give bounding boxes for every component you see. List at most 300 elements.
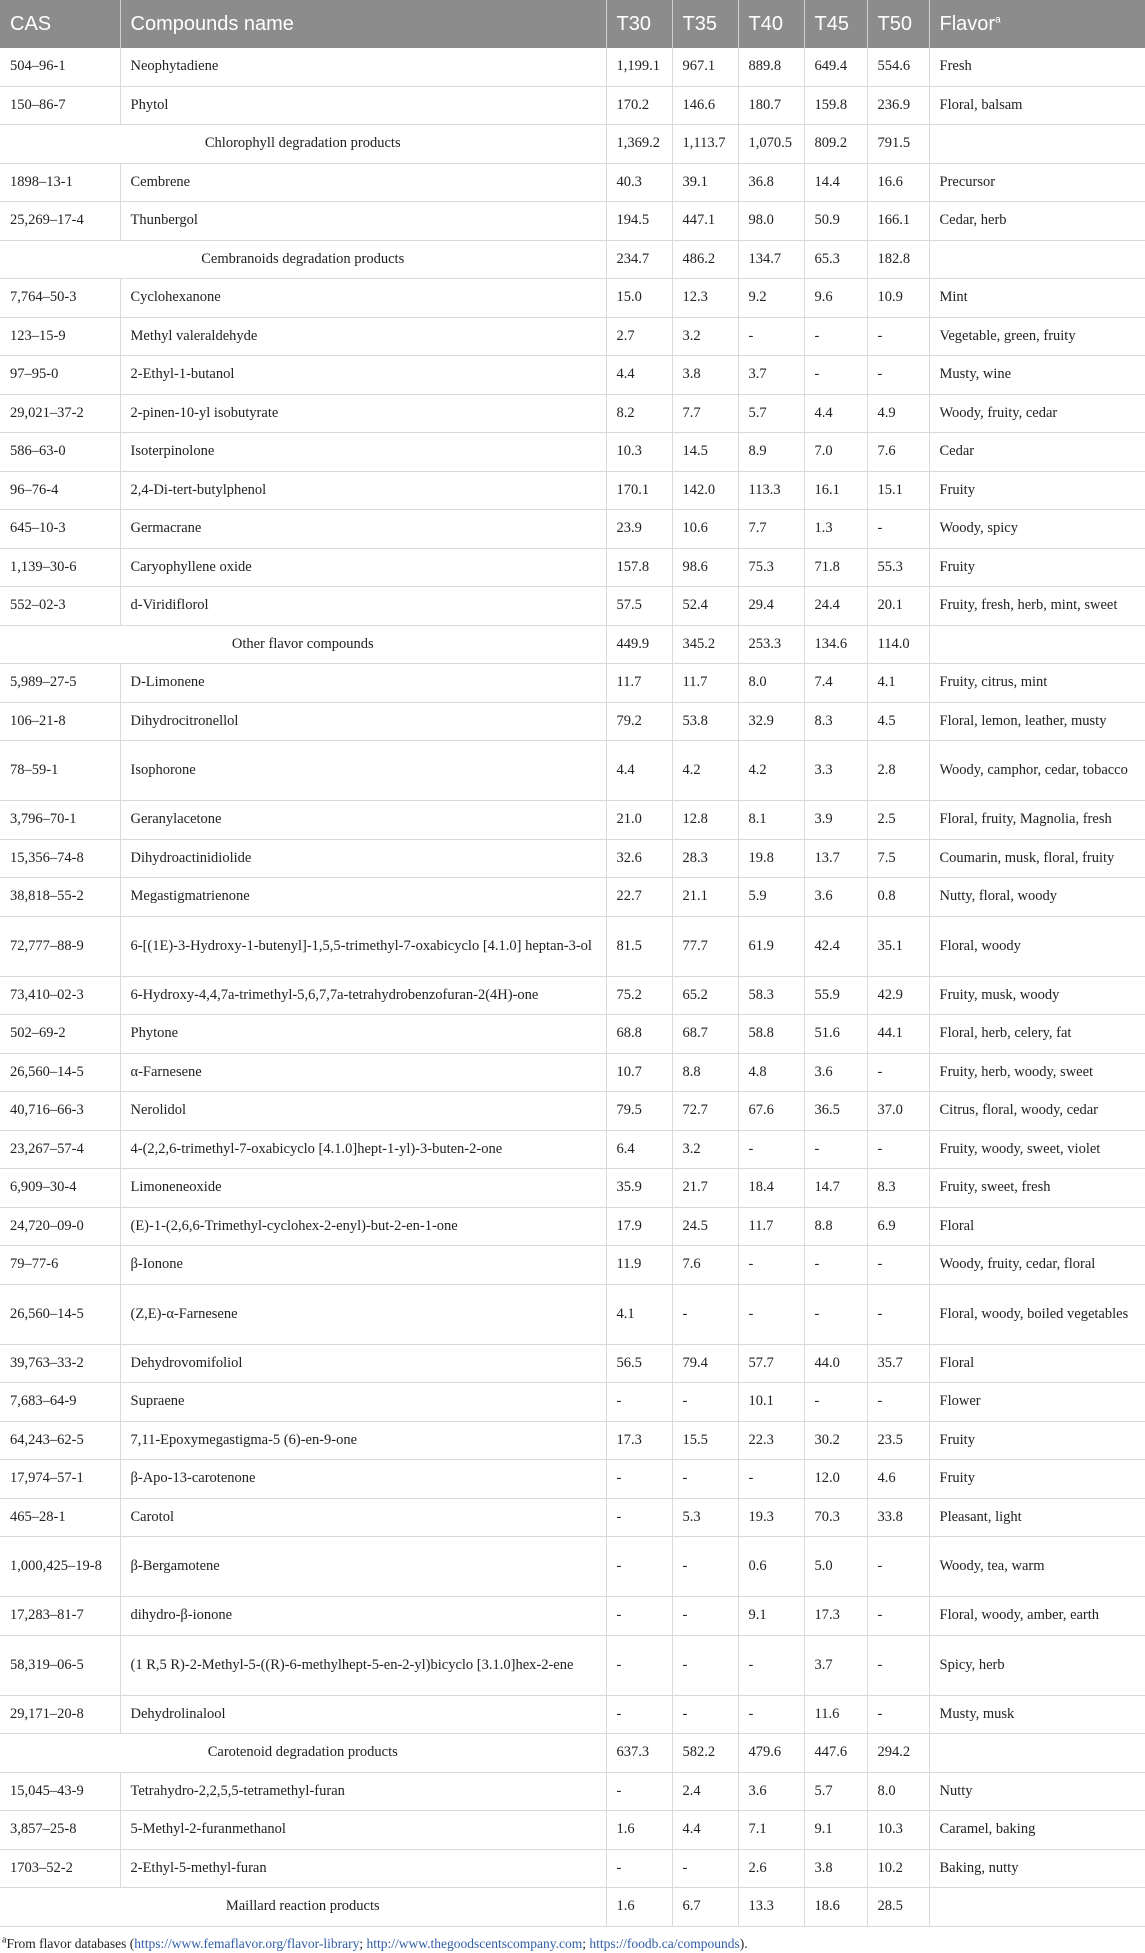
value-t30: 4.4: [606, 741, 672, 801]
table-row: [0, 433, 1145, 472]
value-t30: 56.5: [606, 1344, 672, 1383]
value-t50: 7.6: [867, 433, 929, 472]
footnote-link-foodb[interactable]: https://foodb.ca/compounds: [589, 1935, 740, 1951]
value-t50: 15.1: [867, 471, 929, 510]
value-t35: 2.4: [672, 1772, 738, 1811]
flavor-cell: Floral, lemon, leather, musty: [929, 702, 1145, 741]
value-t30: -: [606, 1498, 672, 1537]
value-t40: 5.7: [738, 394, 804, 433]
cas-cell: 96–76-4: [0, 471, 120, 510]
value-t30: 4.1: [606, 1284, 672, 1344]
value-t50: 236.9: [867, 86, 929, 125]
value-t40: 9.1: [738, 1597, 804, 1636]
value-t40: 8.1: [738, 801, 804, 840]
value-t40: 9.2: [738, 279, 804, 318]
table-row: [0, 587, 1145, 626]
cas-cell: 97–95-0: [0, 356, 120, 395]
value-t45: -: [804, 1383, 867, 1422]
value-t50: -: [867, 317, 929, 356]
value-t40: 22.3: [738, 1421, 804, 1460]
value-t35: 4.4: [672, 1811, 738, 1850]
table-row: [0, 394, 1145, 433]
value-t35: 8.8: [672, 1053, 738, 1092]
value-t40: -: [738, 1695, 804, 1734]
value-t45: 14.4: [804, 163, 867, 202]
value-t30: 40.3: [606, 163, 672, 202]
cas-cell: 25,269–17-4: [0, 202, 120, 241]
summary-label: Carotenoid degradation products: [0, 1734, 606, 1773]
cas-cell: 123–15-9: [0, 317, 120, 356]
flavor-cell: Floral: [929, 1207, 1145, 1246]
table-row: [0, 916, 1145, 976]
flavor-cell: Floral, fruity, Magnolia, fresh: [929, 801, 1145, 840]
value-t50: 55.3: [867, 548, 929, 587]
value-t45: 4.4: [804, 394, 867, 433]
value-t45: 70.3: [804, 1498, 867, 1537]
value-t35: 68.7: [672, 1015, 738, 1054]
table-row: [0, 1811, 1145, 1850]
value-t30: 11.9: [606, 1246, 672, 1285]
footnote-link-femaflavor[interactable]: https://www.femaflavor.org/flavor-library: [134, 1935, 360, 1951]
cas-cell: 72,777–88-9: [0, 916, 120, 976]
value-t50: 0.8: [867, 878, 929, 917]
value-t45: 5.0: [804, 1537, 867, 1597]
value-t45: 649.4: [804, 48, 867, 86]
value-t50: 35.7: [867, 1344, 929, 1383]
value-t45: 3.8: [804, 1849, 867, 1888]
value-t30: 194.5: [606, 202, 672, 241]
flavor-cell: Flower: [929, 1383, 1145, 1422]
value-t30: 35.9: [606, 1169, 672, 1208]
value-t45: 134.6: [804, 625, 867, 664]
value-t35: 486.2: [672, 240, 738, 279]
value-t30: 57.5: [606, 587, 672, 626]
compound-name-cell: Supraene: [120, 1383, 606, 1422]
value-t50: -: [867, 1130, 929, 1169]
cas-cell: 645–10-3: [0, 510, 120, 549]
value-t40: 7.7: [738, 510, 804, 549]
value-t45: 3.3: [804, 741, 867, 801]
value-t50: 10.9: [867, 279, 929, 318]
value-t50: 8.3: [867, 1169, 929, 1208]
value-t50: -: [867, 356, 929, 395]
value-t45: -: [804, 356, 867, 395]
value-t35: 53.8: [672, 702, 738, 741]
value-t45: 17.3: [804, 1597, 867, 1636]
value-t30: 75.2: [606, 976, 672, 1015]
value-t35: 79.4: [672, 1344, 738, 1383]
value-t40: 3.6: [738, 1772, 804, 1811]
value-t50: -: [867, 1284, 929, 1344]
value-t40: 0.6: [738, 1537, 804, 1597]
value-t40: 19.3: [738, 1498, 804, 1537]
value-t45: 3.9: [804, 801, 867, 840]
cas-cell: 552–02-3: [0, 587, 120, 626]
table-row: [0, 48, 1145, 86]
flavor-cell: Floral, woody: [929, 916, 1145, 976]
value-t30: 1,369.2: [606, 125, 672, 164]
value-t50: 7.5: [867, 839, 929, 878]
value-t40: 4.8: [738, 1053, 804, 1092]
flavor-cell-empty: [929, 125, 1145, 164]
table-row: [0, 471, 1145, 510]
compound-name-cell: 6-[(1E)-3-Hydroxy-1-butenyl]-1,5,5-trimethyl-7-oxabicyclo [4.1.0] heptan-3-ol: [120, 916, 606, 976]
value-t35: 447.1: [672, 202, 738, 241]
flavor-cell: Floral, balsam: [929, 86, 1145, 125]
summary-label: Cembranoids degradation products: [0, 240, 606, 279]
value-t35: 21.7: [672, 1169, 738, 1208]
header-row: [0, 0, 1145, 48]
value-t45: 159.8: [804, 86, 867, 125]
cas-cell: 24,720–09-0: [0, 1207, 120, 1246]
footnote-text-after: ).: [739, 1935, 748, 1951]
value-t45: -: [804, 317, 867, 356]
value-t30: -: [606, 1635, 672, 1695]
compound-name-cell: Methyl valeraldehyde: [120, 317, 606, 356]
value-t40: 58.3: [738, 976, 804, 1015]
table-row: [0, 1421, 1145, 1460]
table-row: [0, 1169, 1145, 1208]
value-t40: 3.7: [738, 356, 804, 395]
compound-name-cell: Thunbergol: [120, 202, 606, 241]
summary-row: [0, 240, 1145, 279]
compound-name-cell: Isophorone: [120, 741, 606, 801]
footnote-marker: a: [2, 1934, 7, 1945]
table-row: [0, 1537, 1145, 1597]
value-t45: 24.4: [804, 587, 867, 626]
value-t50: -: [867, 1695, 929, 1734]
compound-name-cell: Nerolidol: [120, 1092, 606, 1131]
value-t45: -: [804, 1284, 867, 1344]
value-t30: 15.0: [606, 279, 672, 318]
value-t35: 7.6: [672, 1246, 738, 1285]
table-row: [0, 1284, 1145, 1344]
table-row: [0, 1207, 1145, 1246]
value-t40: 58.8: [738, 1015, 804, 1054]
value-t45: 42.4: [804, 916, 867, 976]
value-t35: 967.1: [672, 48, 738, 86]
flavor-cell: Citrus, floral, woody, cedar: [929, 1092, 1145, 1131]
table-row: [0, 548, 1145, 587]
flavor-cell: Vegetable, green, fruity: [929, 317, 1145, 356]
value-t35: 77.7: [672, 916, 738, 976]
value-t30: 17.3: [606, 1421, 672, 1460]
flavor-cell: Fruity, fresh, herb, mint, sweet: [929, 587, 1145, 626]
value-t30: 10.3: [606, 433, 672, 472]
table-row: [0, 1695, 1145, 1734]
value-t45: -: [804, 1246, 867, 1285]
flavor-cell: Fruity, woody, sweet, violet: [929, 1130, 1145, 1169]
table-row: [0, 1383, 1145, 1422]
value-t30: 170.2: [606, 86, 672, 125]
value-t35: 12.8: [672, 801, 738, 840]
value-t45: 9.6: [804, 279, 867, 318]
cas-cell: 3,796–70-1: [0, 801, 120, 840]
cas-cell: 40,716–66-3: [0, 1092, 120, 1131]
value-t30: 157.8: [606, 548, 672, 587]
flavor-cell: Baking, nutty: [929, 1849, 1145, 1888]
value-t35: 3.2: [672, 317, 738, 356]
header-flavor-label: Flavor: [939, 12, 996, 35]
value-t30: 10.7: [606, 1053, 672, 1092]
value-t30: 2.7: [606, 317, 672, 356]
value-t40: 57.7: [738, 1344, 804, 1383]
table-row: [0, 741, 1145, 801]
value-t50: 4.9: [867, 394, 929, 433]
table-row: [0, 279, 1145, 318]
summary-label: Maillard reaction products: [0, 1888, 606, 1927]
value-t30: -: [606, 1597, 672, 1636]
cas-cell: 17,974–57-1: [0, 1460, 120, 1499]
table-row: [0, 163, 1145, 202]
cas-cell: 465–28-1: [0, 1498, 120, 1537]
value-t35: 10.6: [672, 510, 738, 549]
cas-cell: 150–86-7: [0, 86, 120, 125]
compound-name-cell: Dehydrolinalool: [120, 1695, 606, 1734]
compound-name-cell: 5-Methyl-2-furanmethanol: [120, 1811, 606, 1850]
value-t40: 4.2: [738, 741, 804, 801]
flavor-cell: Cedar: [929, 433, 1145, 472]
value-t35: -: [672, 1284, 738, 1344]
footnote-link-goodscents[interactable]: http://www.thegoodscentscompany.com: [366, 1935, 583, 1951]
flavor-cell: Nutty, floral, woody: [929, 878, 1145, 917]
value-t40: 19.8: [738, 839, 804, 878]
value-t45: 18.6: [804, 1888, 867, 1927]
compound-name-cell: β-Apo-13-carotenone: [120, 1460, 606, 1499]
flavor-cell: Woody, fruity, cedar, floral: [929, 1246, 1145, 1285]
value-t50: 4.5: [867, 702, 929, 741]
value-t45: 44.0: [804, 1344, 867, 1383]
value-t35: 142.0: [672, 471, 738, 510]
value-t30: -: [606, 1460, 672, 1499]
value-t30: -: [606, 1849, 672, 1888]
compound-name-cell: Dihydrocitronellol: [120, 702, 606, 741]
value-t45: 16.1: [804, 471, 867, 510]
compound-name-cell: Dehydrovomifoliol: [120, 1344, 606, 1383]
value-t30: 1.6: [606, 1811, 672, 1850]
table-row: [0, 1597, 1145, 1636]
compound-name-cell: 7,11-Epoxymegastigma-5 (6)-en-9-one: [120, 1421, 606, 1460]
value-t40: 18.4: [738, 1169, 804, 1208]
compound-name-cell: Limoneneoxide: [120, 1169, 606, 1208]
compound-name-cell: Tetrahydro-2,2,5,5-tetramethyl-furan: [120, 1772, 606, 1811]
flavor-cell: Fruity: [929, 548, 1145, 587]
value-t40: 36.8: [738, 163, 804, 202]
table-row: [0, 1344, 1145, 1383]
value-t40: 75.3: [738, 548, 804, 587]
flavor-cell-empty: [929, 1888, 1145, 1927]
flavor-cell: Fruity: [929, 1460, 1145, 1499]
value-t35: -: [672, 1460, 738, 1499]
value-t35: 6.7: [672, 1888, 738, 1927]
table-row: [0, 702, 1145, 741]
value-t35: 11.7: [672, 664, 738, 703]
flavor-cell: Nutty: [929, 1772, 1145, 1811]
value-t50: 294.2: [867, 1734, 929, 1773]
header-flavor: [929, 0, 1145, 48]
table-row: [0, 839, 1145, 878]
flavor-cell: Mint: [929, 279, 1145, 318]
value-t50: 16.6: [867, 163, 929, 202]
compound-name-cell: 6-Hydroxy-4,4,7a-trimethyl-5,6,7,7a-tetrahydrobenzofuran-2(4H)-one: [120, 976, 606, 1015]
flavor-cell: Musty, musk: [929, 1695, 1145, 1734]
value-t45: 3.6: [804, 878, 867, 917]
value-t35: -: [672, 1537, 738, 1597]
cas-cell: 502–69-2: [0, 1015, 120, 1054]
cas-cell: 17,283–81-7: [0, 1597, 120, 1636]
value-t45: 55.9: [804, 976, 867, 1015]
compound-name-cell: (Z,E)-α-Farnesene: [120, 1284, 606, 1344]
cas-cell: 1898–13-1: [0, 163, 120, 202]
value-t40: 32.9: [738, 702, 804, 741]
value-t35: 582.2: [672, 1734, 738, 1773]
value-t50: 114.0: [867, 625, 929, 664]
flavor-cell: Fruity, sweet, fresh: [929, 1169, 1145, 1208]
value-t40: 7.1: [738, 1811, 804, 1850]
value-t30: 6.4: [606, 1130, 672, 1169]
value-t50: -: [867, 510, 929, 549]
cas-cell: 26,560–14-5: [0, 1284, 120, 1344]
value-t40: -: [738, 317, 804, 356]
value-t45: -: [804, 1130, 867, 1169]
compound-name-cell: Isoterpinolone: [120, 433, 606, 472]
value-t40: 2.6: [738, 1849, 804, 1888]
cas-cell: 1,139–30-6: [0, 548, 120, 587]
value-t50: 33.8: [867, 1498, 929, 1537]
header-cas: CAS: [0, 0, 120, 48]
header-t30: T30: [606, 0, 672, 48]
value-t50: 554.6: [867, 48, 929, 86]
value-t40: 253.3: [738, 625, 804, 664]
table-row: [0, 878, 1145, 917]
footnote-text-before: From flavor databases (: [6, 1935, 135, 1951]
flavor-cell: Woody, fruity, cedar: [929, 394, 1145, 433]
value-t30: 170.1: [606, 471, 672, 510]
value-t45: 3.7: [804, 1635, 867, 1695]
value-t30: 1,199.1: [606, 48, 672, 86]
value-t30: 1.6: [606, 1888, 672, 1927]
summary-label: Chlorophyll degradation products: [0, 125, 606, 164]
value-t35: 5.3: [672, 1498, 738, 1537]
cas-cell: 586–63-0: [0, 433, 120, 472]
cas-cell: 3,857–25-8: [0, 1811, 120, 1850]
flavor-cell: Floral, woody, boiled vegetables: [929, 1284, 1145, 1344]
compound-name-cell: Cyclohexanone: [120, 279, 606, 318]
value-t35: -: [672, 1849, 738, 1888]
value-t35: 12.3: [672, 279, 738, 318]
value-t50: 4.6: [867, 1460, 929, 1499]
flavor-cell: Pleasant, light: [929, 1498, 1145, 1537]
header-t45: T45: [804, 0, 867, 48]
value-t30: 79.5: [606, 1092, 672, 1131]
flavor-cell: Floral: [929, 1344, 1145, 1383]
value-t30: 81.5: [606, 916, 672, 976]
table-row: [0, 1772, 1145, 1811]
compound-name-cell: Megastigmatrienone: [120, 878, 606, 917]
value-t30: 22.7: [606, 878, 672, 917]
cas-cell: 39,763–33-2: [0, 1344, 120, 1383]
value-t35: -: [672, 1597, 738, 1636]
value-t45: 36.5: [804, 1092, 867, 1131]
header-flavor-footnote-marker: a: [995, 13, 1001, 25]
flavor-cell: Woody, spicy: [929, 510, 1145, 549]
value-t35: 98.6: [672, 548, 738, 587]
flavor-cell-empty: [929, 240, 1145, 279]
value-t40: 479.6: [738, 1734, 804, 1773]
value-t30: 11.7: [606, 664, 672, 703]
table-row: [0, 1130, 1145, 1169]
table-row: [0, 1460, 1145, 1499]
value-t50: 182.8: [867, 240, 929, 279]
value-t50: 23.5: [867, 1421, 929, 1460]
footnote: [0, 1927, 1145, 1953]
value-t45: 13.7: [804, 839, 867, 878]
value-t35: -: [672, 1635, 738, 1695]
cas-cell: 7,764–50-3: [0, 279, 120, 318]
value-t30: -: [606, 1695, 672, 1734]
compound-name-cell: Neophytadiene: [120, 48, 606, 86]
cas-cell: 79–77-6: [0, 1246, 120, 1285]
value-t30: -: [606, 1383, 672, 1422]
value-t50: 44.1: [867, 1015, 929, 1054]
compound-name-cell: 2-Ethyl-1-butanol: [120, 356, 606, 395]
footnote-separator: ;: [582, 1935, 590, 1951]
table-row: [0, 1498, 1145, 1537]
value-t35: 24.5: [672, 1207, 738, 1246]
flavor-cell: Fruity, musk, woody: [929, 976, 1145, 1015]
flavor-cell: Fruity: [929, 1421, 1145, 1460]
value-t30: 21.0: [606, 801, 672, 840]
value-t50: -: [867, 1246, 929, 1285]
summary-label: Other flavor compounds: [0, 625, 606, 664]
cas-cell: 106–21-8: [0, 702, 120, 741]
table-row: [0, 801, 1145, 840]
value-t35: 3.2: [672, 1130, 738, 1169]
flavor-cell-empty: [929, 1734, 1145, 1773]
cas-cell: 6,909–30-4: [0, 1169, 120, 1208]
compound-name-cell: Caryophyllene oxide: [120, 548, 606, 587]
value-t35: -: [672, 1383, 738, 1422]
value-t35: -: [672, 1695, 738, 1734]
value-t35: 21.1: [672, 878, 738, 917]
value-t45: 7.4: [804, 664, 867, 703]
compound-name-cell: dihydro-β-ionone: [120, 1597, 606, 1636]
value-t40: 1,070.5: [738, 125, 804, 164]
value-t45: 12.0: [804, 1460, 867, 1499]
value-t30: 17.9: [606, 1207, 672, 1246]
table-row: [0, 317, 1145, 356]
compound-name-cell: 2-Ethyl-5-methyl-furan: [120, 1849, 606, 1888]
value-t45: 11.6: [804, 1695, 867, 1734]
summary-row: [0, 625, 1145, 664]
summary-row: [0, 1888, 1145, 1927]
table-row: [0, 1635, 1145, 1695]
value-t45: 50.9: [804, 202, 867, 241]
value-t40: 8.0: [738, 664, 804, 703]
table-row: [0, 202, 1145, 241]
value-t45: 8.8: [804, 1207, 867, 1246]
table-row: [0, 510, 1145, 549]
value-t50: -: [867, 1597, 929, 1636]
compound-name-cell: α-Farnesene: [120, 1053, 606, 1092]
cas-cell: 78–59-1: [0, 741, 120, 801]
value-t45: 14.7: [804, 1169, 867, 1208]
cas-cell: 1703–52-2: [0, 1849, 120, 1888]
value-t50: 37.0: [867, 1092, 929, 1131]
flavor-cell: Musty, wine: [929, 356, 1145, 395]
value-t50: 2.8: [867, 741, 929, 801]
cas-cell: 23,267–57-4: [0, 1130, 120, 1169]
